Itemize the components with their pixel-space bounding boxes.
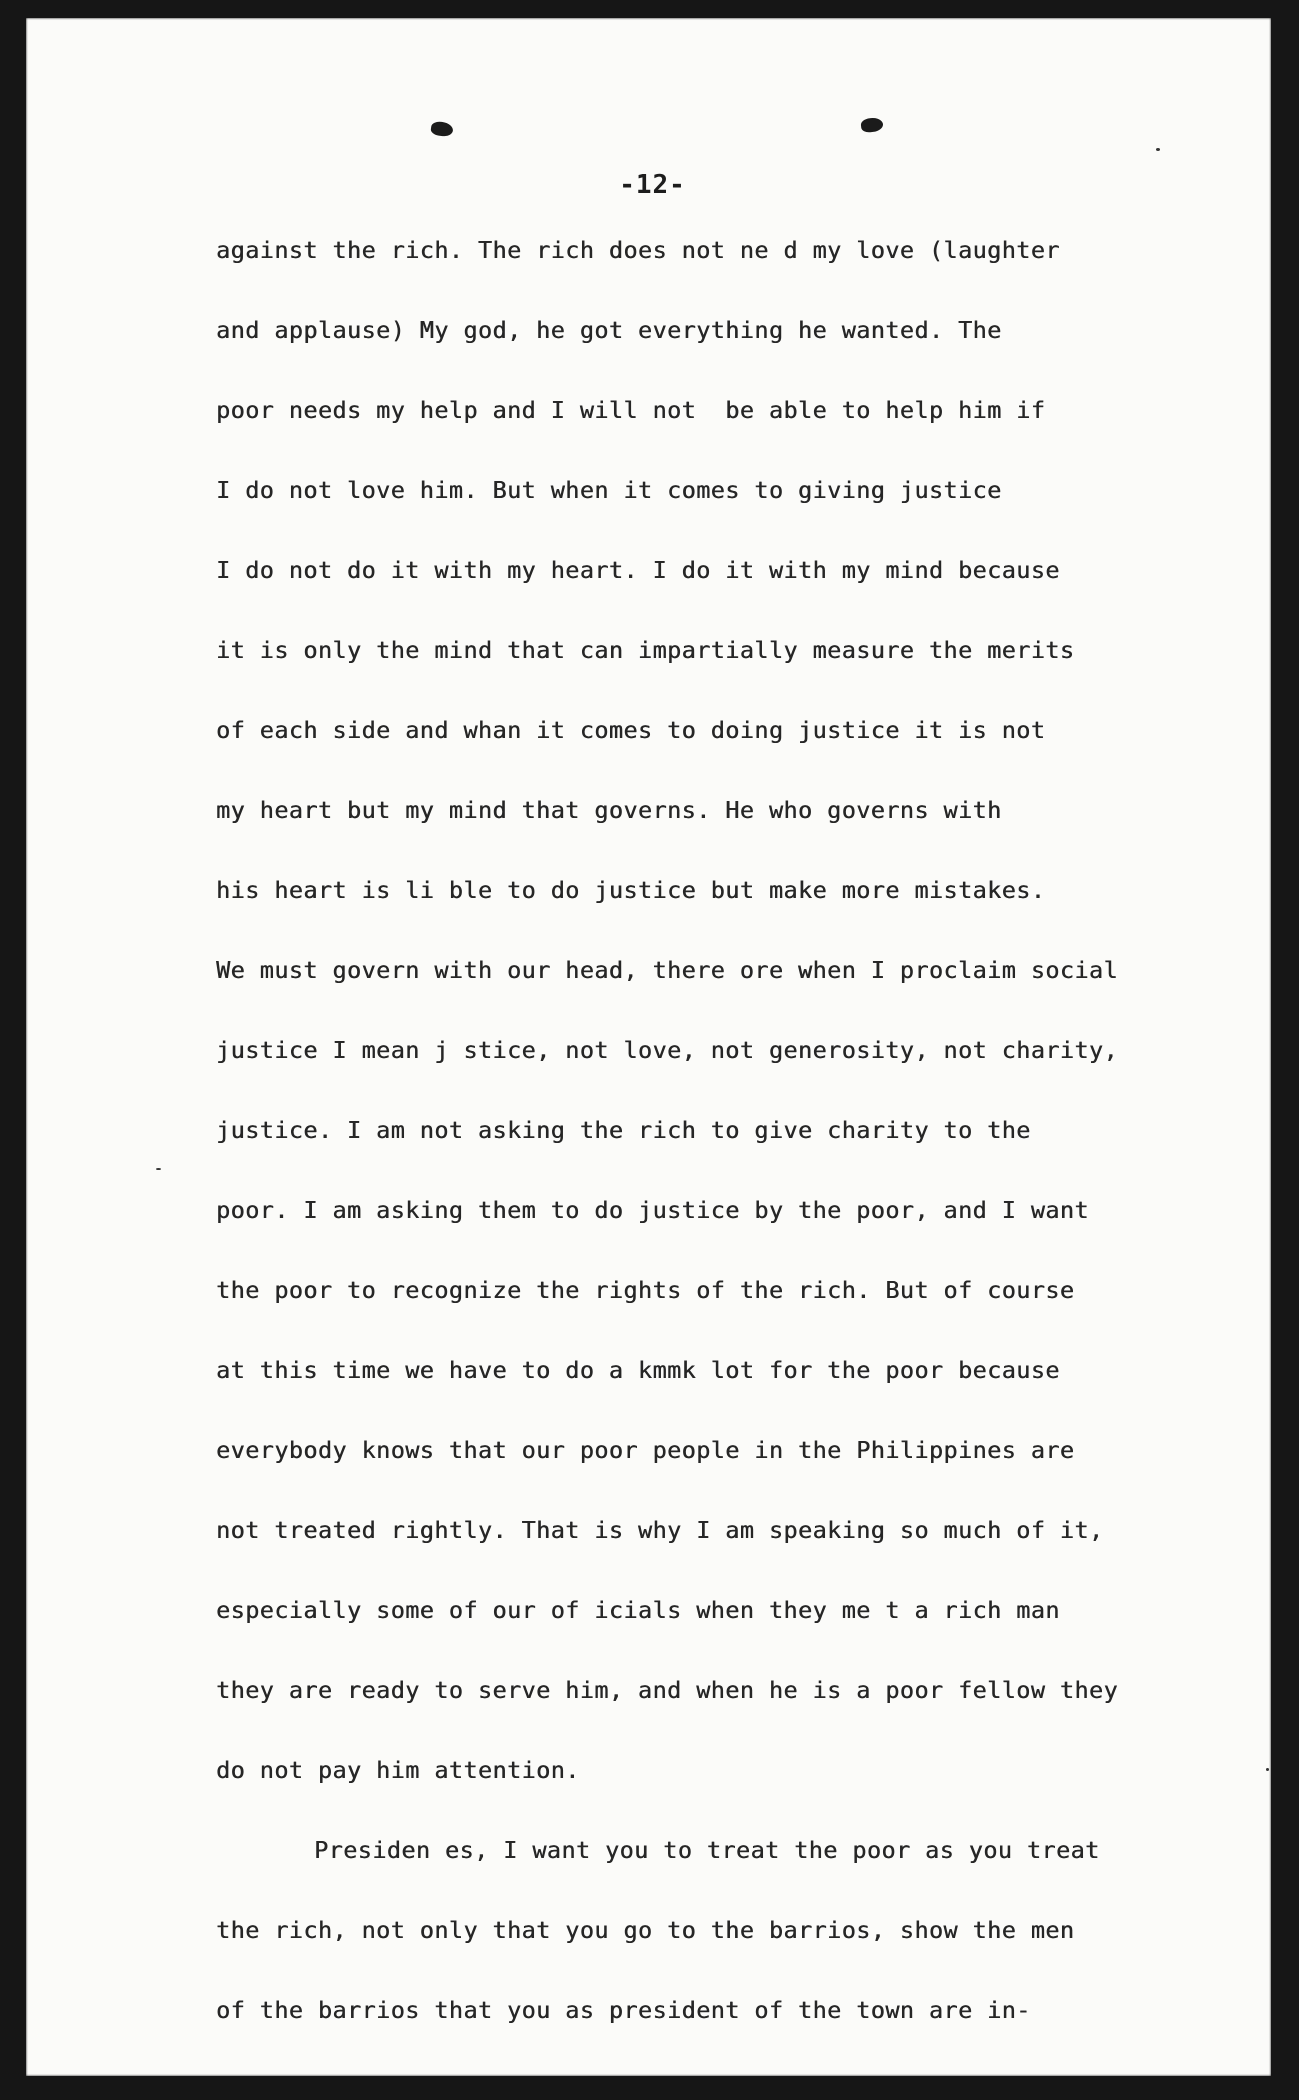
text-line: the poor to recognize the rights of the rich. But of course bbox=[216, 1276, 1075, 1304]
text-line: not treated rightly. That is why I am speaking so much of it, bbox=[216, 1516, 1104, 1544]
punch-mark-left bbox=[430, 121, 454, 138]
punch-mark-right bbox=[860, 117, 883, 133]
paper-speck bbox=[1266, 1768, 1269, 1771]
text-line: I do not do it with my heart. I do it with my mind because bbox=[216, 556, 1060, 584]
document-page bbox=[26, 18, 1271, 2076]
text-line: poor. I am asking them to do justice by the poor, and I want bbox=[216, 1196, 1089, 1224]
text-line: We must govern with our head, there ore when I proclaim social bbox=[216, 956, 1118, 984]
text-line: of each side and whan it comes to doing justice it is not bbox=[216, 716, 1046, 744]
text-line: my heart but my mind that governs. He who governs with bbox=[216, 796, 1002, 824]
text-line: especially some of our of icials when they me t a rich man bbox=[216, 1596, 1060, 1624]
text-line: against the rich. The rich does not ne d my love (laughter bbox=[216, 236, 1060, 264]
text-line-paragraph-start: Presiden es, I want you to treat the poor as you treat bbox=[314, 1836, 1100, 1864]
text-line: it is only the mind that can impartially measure the merits bbox=[216, 636, 1075, 664]
paper-speck bbox=[1156, 148, 1160, 151]
text-line: everybody knows that our poor people in the Philippines are bbox=[216, 1436, 1075, 1464]
text-line: at this time we have to do a kmmk lot for the poor because bbox=[216, 1356, 1060, 1384]
paper-speck bbox=[156, 1168, 161, 1170]
text-line: justice. I am not asking the rich to give charity to the bbox=[216, 1116, 1031, 1144]
page-number: -12- bbox=[619, 170, 686, 200]
text-line: poor needs my help and I will not be able to help him if bbox=[216, 396, 1046, 424]
text-line: the rich, not only that you go to the barrios, show the men bbox=[216, 1916, 1075, 1944]
text-line: justice I mean j stice, not love, not generosity, not charity, bbox=[216, 1036, 1118, 1064]
text-line: they are ready to serve him, and when he is a poor fellow they bbox=[216, 1676, 1118, 1704]
text-line: do not pay him attention. bbox=[216, 1756, 580, 1784]
text-line: and applause) My god, he got everything he wanted. The bbox=[216, 316, 1002, 344]
text-line: of the barrios that you as president of the town are in- bbox=[216, 1996, 1031, 2024]
text-line: I do not love him. But when it comes to giving justice bbox=[216, 476, 1002, 504]
text-line: his heart is li ble to do justice but make more mistakes. bbox=[216, 876, 1046, 904]
document-body bbox=[216, 233, 1236, 2073]
